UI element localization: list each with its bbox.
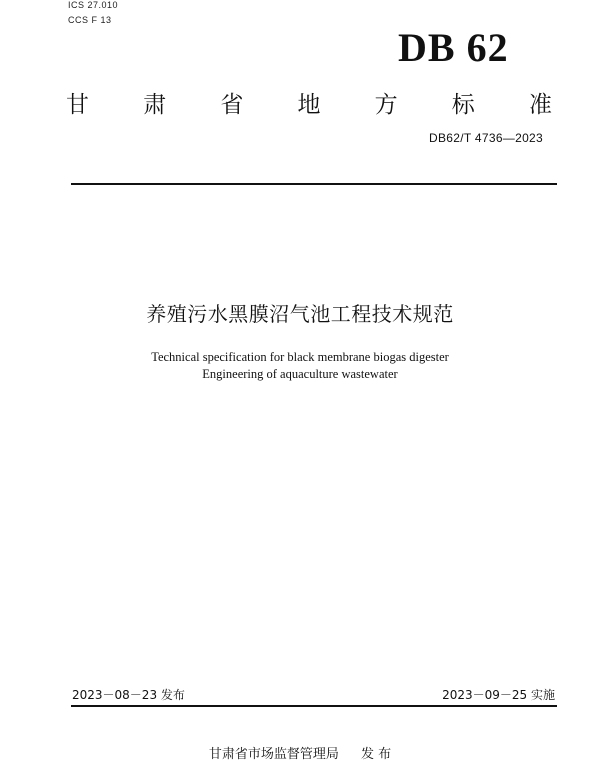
title-english-line2: Engineering of aquaculture wastewater [202,367,398,381]
standard-type-char: 准 [528,92,552,118]
standard-type-char: 肃 [143,92,167,118]
bottom-divider [71,705,557,707]
db-logo: DB 62 [398,25,509,70]
top-divider [71,183,557,185]
publish-label: 发 布 [360,747,392,762]
standard-type-char: 地 [297,92,321,118]
title-english-line1: Technical specification for black membrane biogas digester [151,350,449,364]
publisher-line [0,743,600,762]
standard-type-char: 方 [374,92,398,118]
standard-type-char: 省 [220,92,244,118]
standard-type [66,86,552,119]
standard-type-char: 标 [451,92,475,118]
standard-type-char: 甘 [66,92,89,118]
ccs-code: CCS F 13 [68,15,112,25]
publisher-name: 甘肃省市场监督管理局 [208,747,339,762]
standard-number: DB62/T 4736—2023 [429,131,543,145]
implementation-date: 2023－09－25 实施 [442,688,555,702]
issue-date: 2023－08－23 发布 [72,688,185,702]
ics-code: ICS 27.010 [68,0,119,10]
title-chinese: 养殖污水黑膜沼气池工程技术规范 [146,302,454,326]
